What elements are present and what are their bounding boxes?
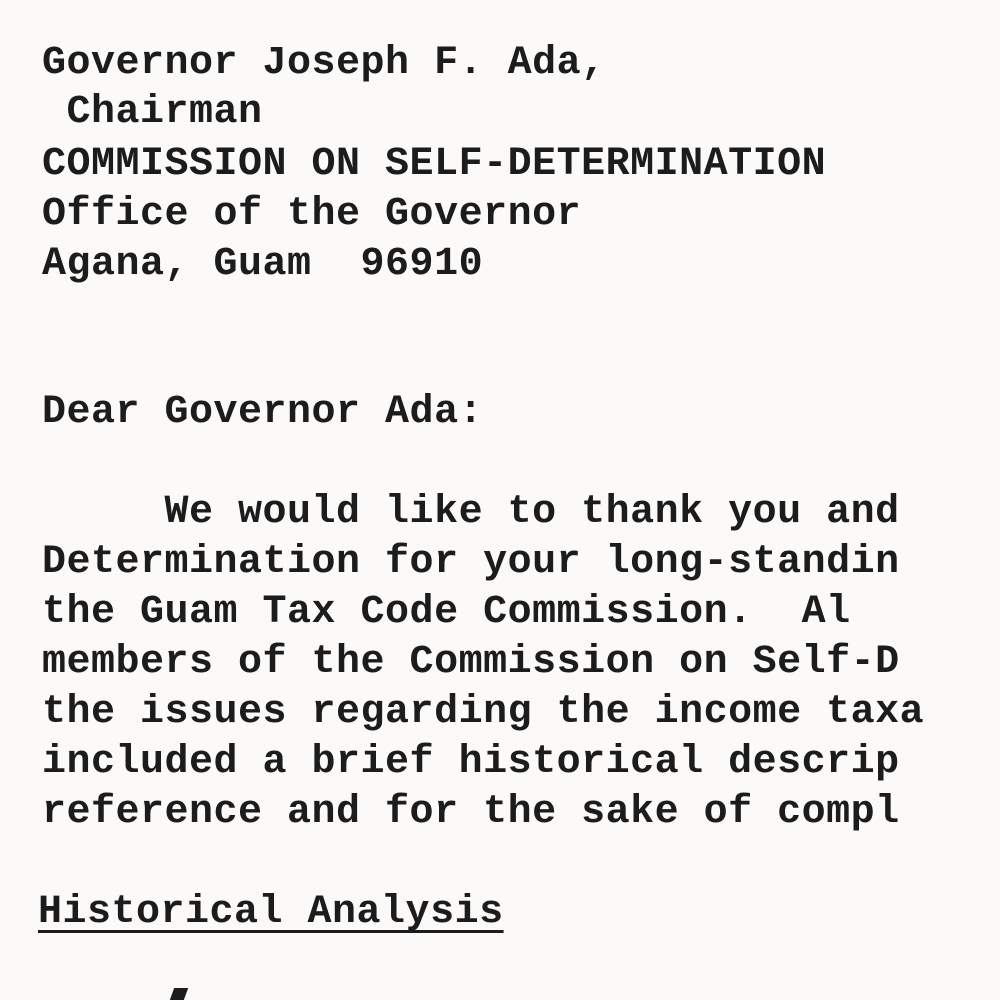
address-line-organization: COMMISSION ON SELF-DETERMINATION	[42, 142, 827, 187]
bullet-mark	[170, 988, 188, 1000]
address-line-title: Chairman	[42, 90, 263, 135]
body-line-5: the issues regarding the income taxa	[42, 690, 925, 735]
body-line-7: reference and for the sake of compl	[42, 790, 900, 835]
address-line-name: Governor Joseph F. Ada,	[42, 41, 606, 86]
address-line-city: Agana, Guam 96910	[42, 242, 484, 287]
body-line-2: Determination for your long-standin	[42, 540, 900, 585]
body-line-4: members of the Commission on Self-D	[42, 640, 900, 685]
salutation: Dear Governor Ada:	[42, 390, 484, 435]
body-line-3: the Guam Tax Code Commission. Al	[42, 590, 851, 635]
section-heading: Historical Analysis	[38, 890, 504, 935]
body-line-6: included a brief historical descrip	[42, 740, 900, 785]
body-line-1: We would like to thank you and	[42, 490, 900, 535]
address-line-office: Office of the Governor	[42, 192, 582, 237]
